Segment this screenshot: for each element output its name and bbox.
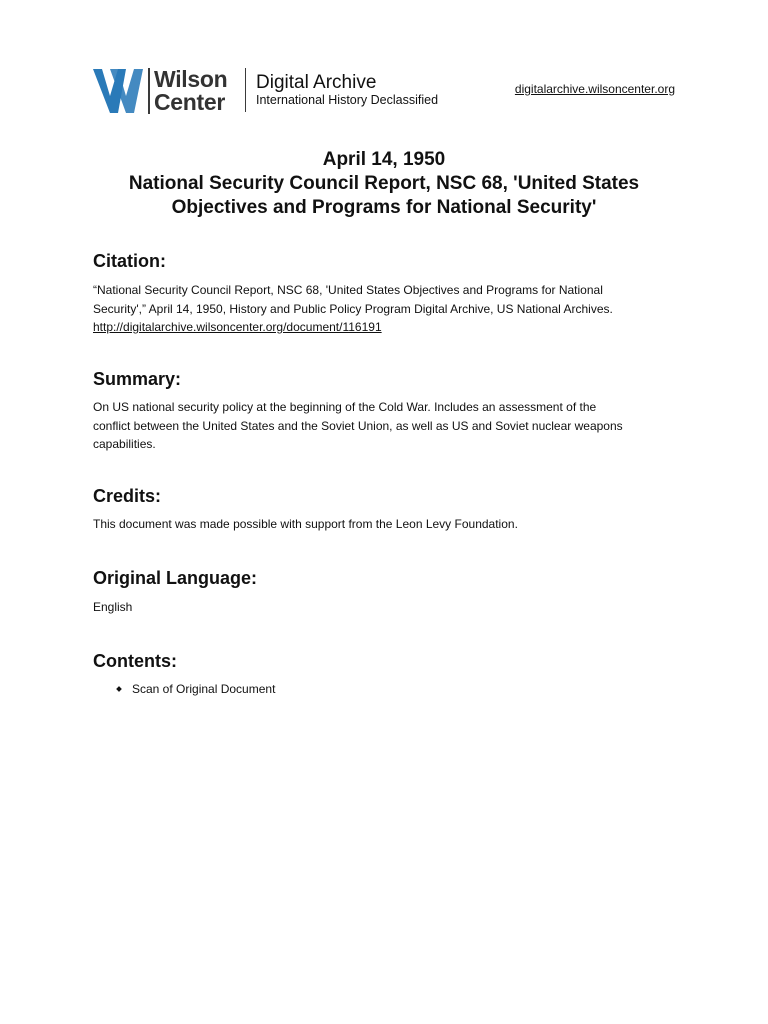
contents-item[interactable] (117, 680, 275, 698)
logo-wordmark-center: Center (154, 89, 226, 115)
document-title-line-1: National Security Council Report, NSC 68, 'United States (128, 173, 640, 194)
document-title-line-2: Objectives and Programs for National Security' (171, 197, 597, 218)
summary-line-1: On US national security policy at the beginning of the Cold War. Includes an assessment of the (93, 400, 597, 414)
archive-title: Digital Archive (256, 72, 377, 93)
diamond-bullet-icon (116, 686, 122, 692)
credits-heading: Credits: (93, 486, 162, 506)
citation-line-1: “National Security Council Report, NSC 68, 'United States Objectives and Programs for National (93, 283, 603, 297)
summary-line-2: conflict between the United States and the Soviet Union, as well as US and Soviet nuclear weapons (93, 418, 623, 433)
citation-line-2: Security',” April 14, 1950, History and Public Policy Program Digital Archive, US National Archives. (93, 301, 613, 316)
archive-subtitle: International History Declassified (256, 93, 439, 107)
summary-line-3: capabilities. (93, 437, 156, 451)
language-heading: Original Language: (93, 568, 258, 588)
wilson-center-logo-icon (93, 69, 143, 113)
citation-link[interactable]: http://digitalarchive.wilsoncenter.org/document/116191 (93, 320, 382, 334)
document-title-block (60, 148, 708, 220)
document-date: April 14, 1950 (322, 149, 446, 170)
citation-text (93, 281, 673, 337)
language-value: English (93, 600, 133, 614)
citation-heading: Citation: (93, 251, 166, 271)
summary-text (93, 398, 673, 454)
summary-heading: Summary: (93, 369, 182, 389)
site-link[interactable]: digitalarchive.wilsoncenter.org (514, 82, 675, 96)
page-header (93, 66, 675, 116)
contents-list (117, 680, 275, 698)
contents-item-label: Scan of Original Document (132, 682, 276, 696)
logo-divider (148, 68, 150, 114)
credits-text: This document was made possible with support from the Leon Levy Foundation. (93, 517, 518, 531)
archive-divider (245, 68, 246, 112)
logo-wordmark-wilson: Wilson (154, 66, 228, 92)
contents-heading: Contents: (93, 651, 177, 671)
